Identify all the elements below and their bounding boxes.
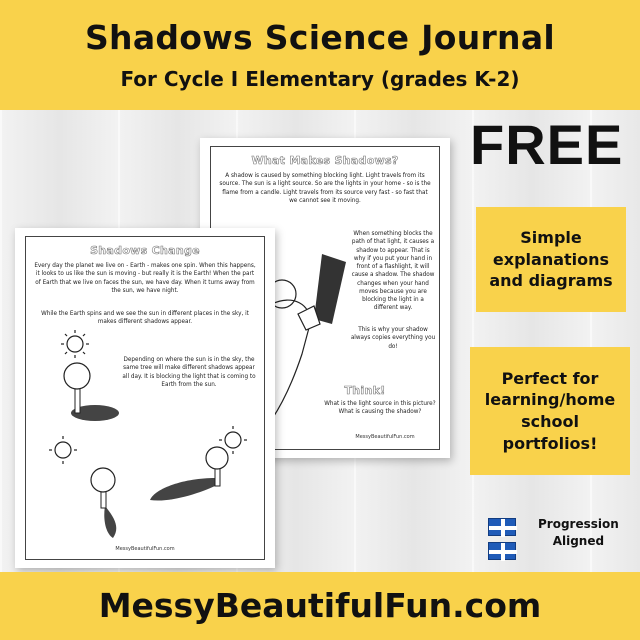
- worksheet-paragraph-3: Depending on where the sun is in the sky, the same tree will make different shadows appear all day. It is blocking the light that is coming to Earth from the sun.: [122, 357, 256, 388]
- header-banner: [0, 0, 640, 110]
- progression-line-1: Progression: [538, 517, 619, 531]
- think-text: What is the light source in this picture? What is causing the shadow?: [324, 401, 436, 416]
- tree-icon: [150, 447, 228, 501]
- worksheet-footer: MessyBeautifulFun.com: [355, 434, 415, 440]
- worksheet-shadows-change: [15, 228, 275, 568]
- progression-text: [538, 516, 619, 551]
- sun-tree-shadow-diagram: [35, 328, 260, 543]
- tree-icon: [91, 468, 116, 538]
- website-link[interactable]: MessyBeautifulFun.com: [98, 586, 542, 625]
- progression-line-2: Aligned: [552, 534, 605, 549]
- callout-portfolios: [470, 347, 630, 475]
- worksheet-title: What Makes Shadows?: [251, 154, 399, 167]
- hand-shadow: [314, 254, 346, 324]
- progression-aligned-badge: [480, 514, 630, 562]
- footer-banner: [0, 572, 640, 640]
- page-title: Shadows Science Journal: [84, 18, 556, 57]
- worksheet-paragraph-1: Every day the planet we live on - Earth - makes one spin. When this happens, it looks to us like the sun is moving - but really it is the Earth! When the part of Earth that we live on faces the sun, we have day. When it turns away from the sun, we have night.: [34, 263, 256, 294]
- free-badge: FREE: [470, 113, 624, 176]
- worksheet-title: Shadows Change: [90, 244, 200, 257]
- tree-icon: [64, 363, 119, 421]
- worksheet-paragraph-2: While the Earth spins and we see the sun in different places in the sky, it makes different shadows appear.: [41, 311, 249, 326]
- worksheet-paragraph-2: When something blocks the path of that light, it causes a shadow to appear. That is why if you put your hand in front of a flashlight, it will cause a shadow. The shadow changes when your hand moves because you are blocking the light in a different way.: [351, 231, 435, 312]
- callout-text: Simple explanations and diagrams: [489, 228, 613, 291]
- sun-icon: [61, 330, 89, 358]
- worksheet-paragraph-3: This is why your shadow always copies everything you do!: [350, 327, 436, 350]
- think-title: Think!: [344, 384, 386, 397]
- sun-icon: [49, 436, 77, 464]
- quebec-flag-icon: [488, 542, 516, 560]
- worksheet-paragraph-1: A shadow is caused by something blocking light. Light travels from its source. The sun is a light source. So are the lights in your home - so is the flame from a candle. Light travels from its source very fast - so fast that we cannot see it moving.: [219, 173, 431, 204]
- page-subtitle: For Cycle I Elementary (grades K-2): [120, 67, 520, 91]
- quebec-flag-icon: [488, 518, 516, 536]
- callout-simple-explanations: [476, 207, 626, 312]
- callout-text: Perfect for learning/home school portfolios!: [484, 368, 616, 453]
- worksheet-footer: MessyBeautifulFun.com: [115, 546, 175, 552]
